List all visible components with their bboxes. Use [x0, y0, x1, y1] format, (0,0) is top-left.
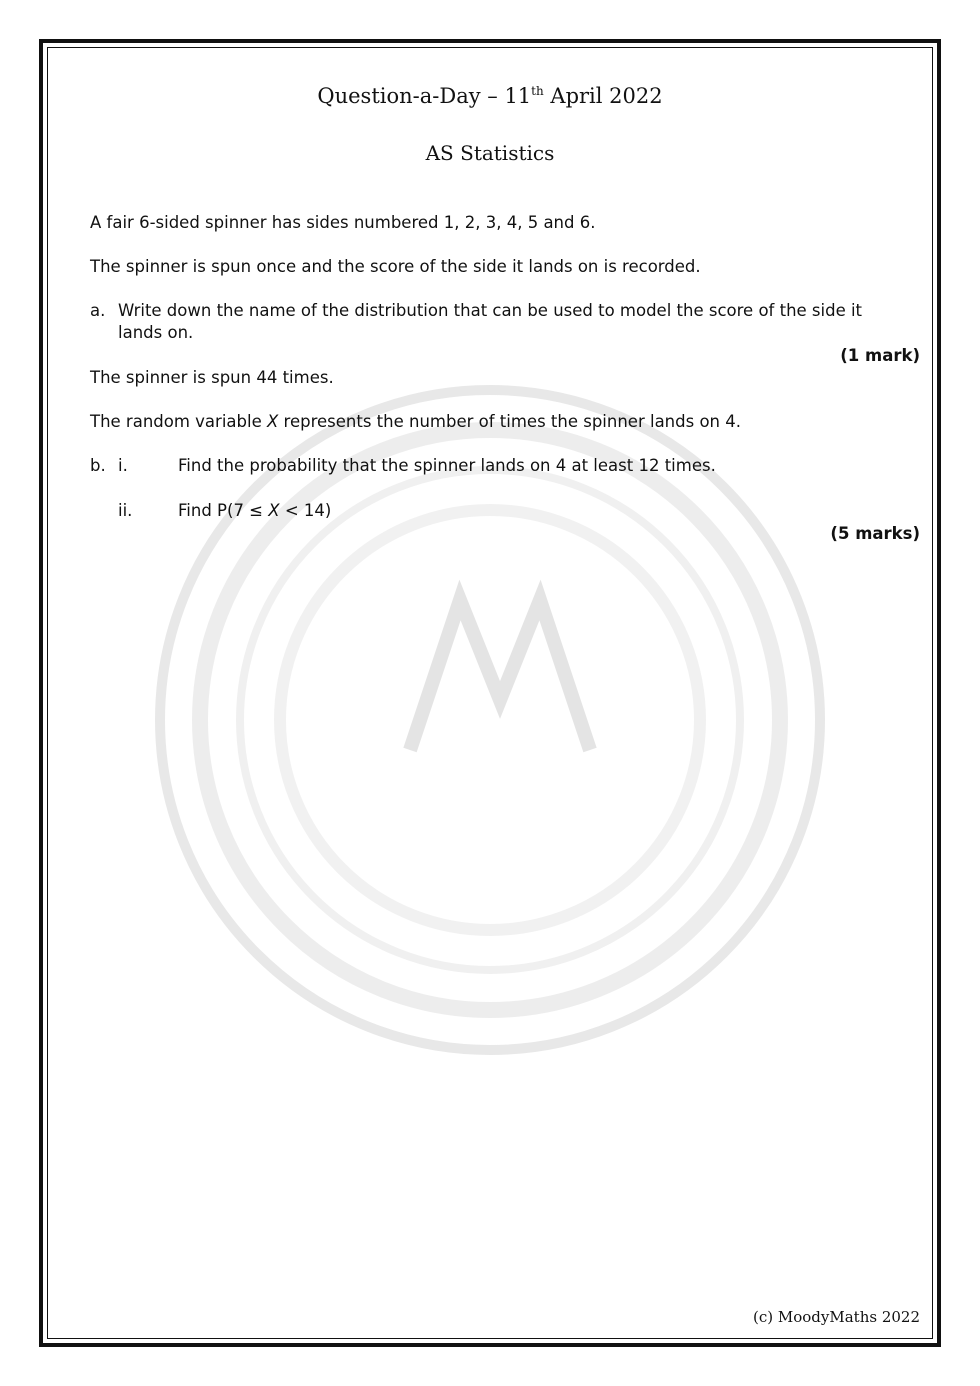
part-a-marks: (1 mark)	[840, 346, 920, 365]
part-a-text-line1: Write down the name of the distribution that can be used to model the score of the side it	[118, 301, 863, 320]
part-b-ii-label: ii.	[118, 501, 133, 520]
part-b-ii-text: Find P(7 ≤ X < 14)	[178, 501, 332, 520]
copyright-footer: (c) MoodyMaths 2022	[753, 1308, 920, 1326]
intro-text-1: A fair 6-sided spinner has sides numbered 1, 2, 3, 4, 5 and 6.	[90, 213, 596, 232]
intro-text-3: The spinner is spun 44 times.	[90, 368, 334, 387]
part-b-i-text: Find the probability that the spinner lands on 4 at least 12 times.	[178, 456, 716, 475]
intro-text-4: The random variable X represents the number of times the spinner lands on 4.	[90, 412, 741, 431]
part-a-label: a.	[90, 301, 106, 320]
part-b-label: b.	[90, 456, 106, 475]
page-border-inner	[47, 47, 933, 1339]
page-subtitle: AS Statistics	[425, 141, 555, 165]
intro-text-2: The spinner is spun once and the score of the side it lands on is recorded.	[90, 257, 701, 276]
page-title: Question-a-Day – 11th April 2022	[317, 84, 663, 108]
part-b-i-label: i.	[118, 456, 128, 475]
part-a-text-line2: lands on.	[118, 323, 194, 342]
part-b-marks: (5 marks)	[830, 524, 920, 543]
